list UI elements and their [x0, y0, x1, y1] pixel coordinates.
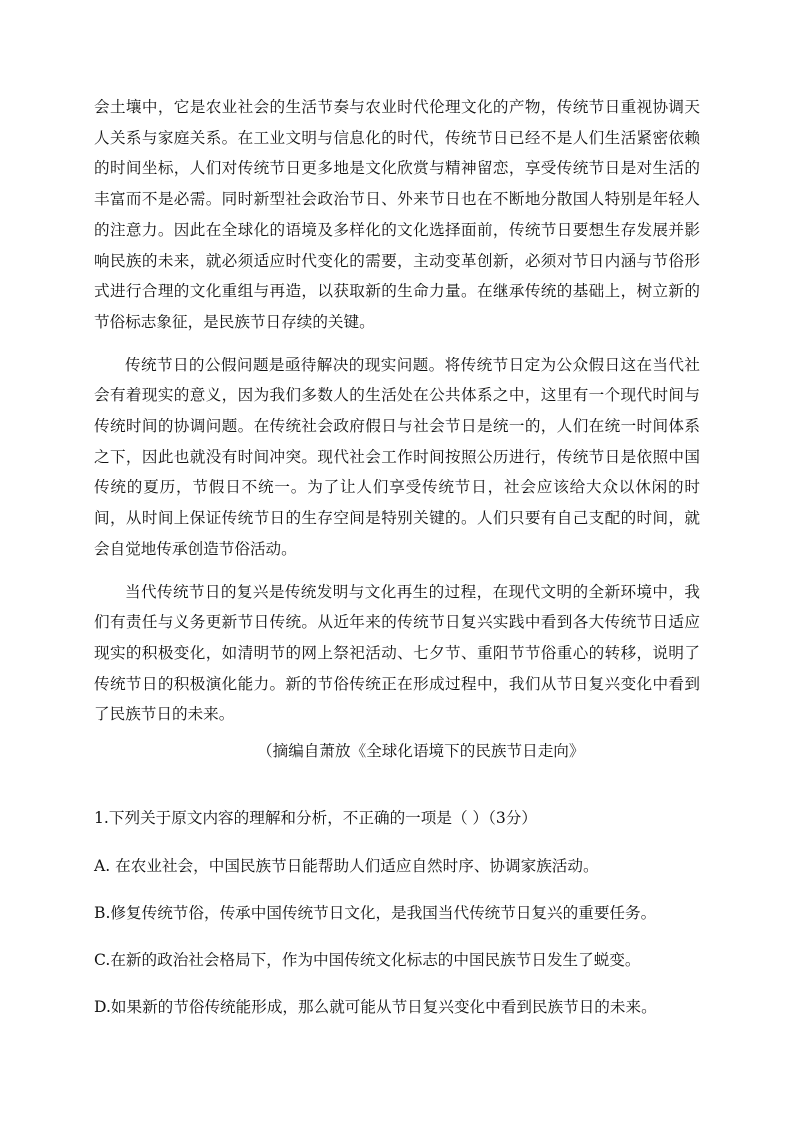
document-page	[94, 92, 700, 767]
option-a[interactable]: A. 在农业社会，中国民族节日能帮助人们适应自然时序、协调家族活动。	[94, 857, 599, 875]
option-c[interactable]: C.在新的政治社会格局下，作为中国传统文化标志的中国民族节日发生了蜕变。	[94, 951, 641, 969]
option-b[interactable]: B.修复传统节俗，传承中国传统节日文化，是我国当代传统节日复兴的重要任务。	[94, 904, 657, 922]
paragraph-gap	[94, 565, 700, 577]
passage-paragraph-1: 会土壤中，它是农业社会的生活节奏与农业时代伦理文化的产物，传统节日重视协调天人关系与家庭关系。在工业文明与信息化的时代，传统节日已经不是人们生活紧密依赖的时间坐标，人们对传统节日更多地是文化欣赏与精神留恋，享受传统节日是对生活的丰富而不是必需。同时新型社会政治节日、外来节日也在不断地分散国人特别是年轻人的注意力。因此在全球化的语境及多样化的文化选择面前，传统节日要想生存发展并影响民族的未来，就必须适应时代变化的需要，主动变革创新，必须对节日内涵与节俗形式进行合理的文化重组与再造，以获取新的生命力量。在继承传统的基础上，树立新的节俗标志象征，是民族节日存续的关键。	[94, 98, 700, 331]
passage-paragraph-2: 传统节日的公假问题是亟待解决的现实问题。将传统节日定为公众假日这在当代社会有着现实的意义，因为我们多数人的生活处在公共体系之中，这里有一个现代时间与传统时间的协调问题。在传统社会政府假日与社会节日是统一的，人们在统一时间体系之下，因此也就没有时间冲突。现代社会工作时间按照公历进行，传统节日是依照中国传统的夏历，节假日不统一。为了让人们享受传统节日，社会应该给大众以休闲的时间，从时间上保证传统节日的生存空间是特别关键的。人们只要有自己支配的时间，就会自觉地传承创造节俗活动。	[94, 355, 700, 558]
option-d[interactable]: D.如果新的节俗传统能形成，那么就可能从节日复兴变化中看到民族节日的未来。	[94, 998, 657, 1016]
passage-paragraph-3: 当代传统节日的复兴是传统发明与文化再生的过程，在现代文明的全新环境中，我们有责任与义务更新节日传统。从近年来的传统节日复兴实践中看到各大传统节日适应现实的积极变化，如清明节的网上祭祀活动、七夕节、重阳节节俗重心的转移，说明了传统节日的积极演化能力。新的节俗传统正在形成过程中，我们从节日复兴变化中看到了民族节日的未来。	[94, 582, 700, 724]
source-citation: （摘编自萧放《全球化语境下的民族节日走向》	[257, 742, 585, 761]
paragraph-gap	[94, 338, 700, 350]
question-stem: 1.下列关于原文内容的理解和分析，不正确的一项是（ ）（3分）	[94, 809, 537, 827]
question-block	[94, 803, 714, 1023]
